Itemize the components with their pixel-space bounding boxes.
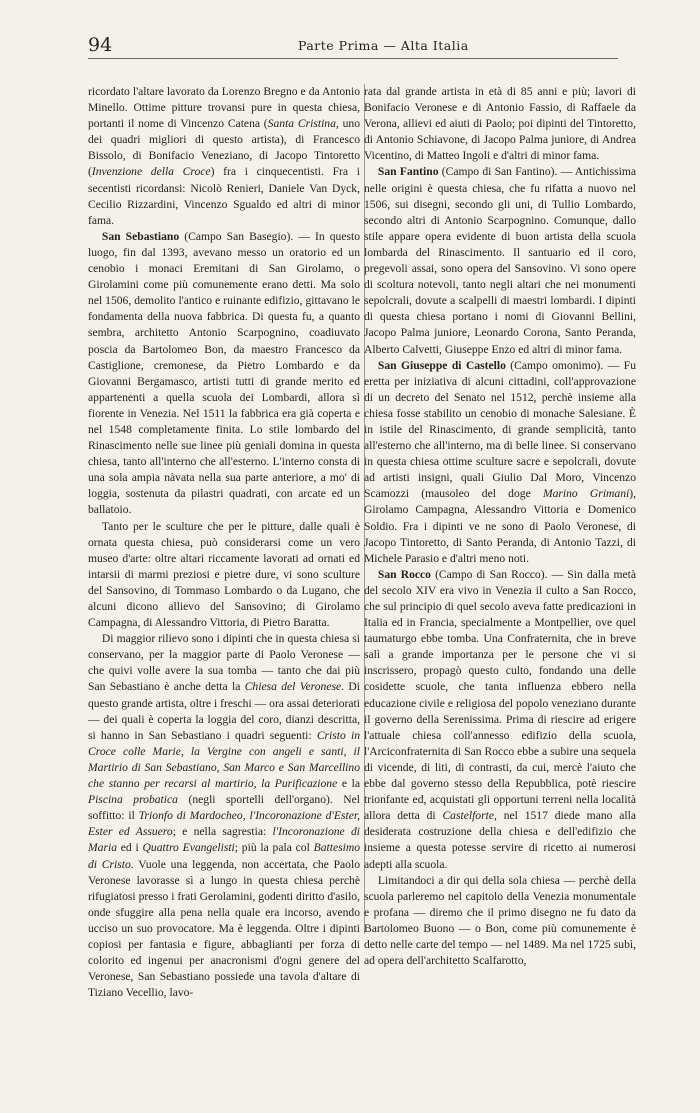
section-heading: San Sebastiano <box>101 229 180 243</box>
right-text-column <box>364 84 636 969</box>
section-heading: San Fantino <box>377 165 439 179</box>
running-head: Parte Prima — Alta Italia <box>298 38 469 53</box>
paragraph <box>88 229 360 519</box>
section-heading: San Rocco <box>377 567 431 581</box>
italic-title: Castelforte <box>442 809 494 823</box>
page-number: 94 <box>88 34 113 56</box>
body-text: Tanto per le sculture che per le pitture, dalle quali è ornata questa chiesa, può considerarsi come un vero museo d'arte: oltre altari riccamente lavorati ad ornati ed intarsii di marmi preziosi e pietre dure, vi sono sculture del Sansovino, di Tommaso Lombardo o da Lugano, che alcuni dicono allievo del Sansovino; di Girolamo Campagna, di Alessandro Vittoria, di Pietro Baratta. <box>88 519 360 630</box>
body-text: ), Girolamo Campagna, Alessandro Vittoria e Domenico Soldio. Fra i dipinti ve ne sono di Paolo Veronese, di Jacopo Tintoretto, di Santo Peranda, di Antonio Tazzi, di Michele Parasio e d'altri meno noti. <box>364 487 636 565</box>
italic-title: Santa Cristina <box>267 117 336 131</box>
body-text: . Di questo grande artista, oltre i freschi — ora assai deteriorati — dei quali è coperta la loggia del coro, dianzi descritta, si hanno in San Sebastiano i quadri seguenti: <box>88 680 360 742</box>
italic-title: Trionfo di Mardocheo, l'Incoronazione d'Ester, Ester ed Assuero <box>88 809 360 839</box>
body-text: (Campo San Basegio). — In questo luogo, fin dal 1393, avevano messo un oratorio ed un cenobio i monaci Eremitani di San Girolamo, o Girolamini come più comunemente erano detti. Ma solo nel 1506, demolito l'antico e ruinante edifizio, gittavano le fondamenta della nuova fabbrica. Di questa fu, a quanto sembra, architetto Antonio Scarpognino, coadiuvato poscia da Bartolomeo Bon, da maestro Francesco da Castiglione, cremonese, da Pietro Lombardo e da Giovanni Bergamasco, artisti tutti di grande merito ed appartenenti a quella scuola dei Lombardi, allora sì fiorente in Venezia. Nel 1511 la fabbrica era già coperta e nel 1548 completamente finita. Lo stile lombardo del Rinascimento nelle sue linee più geniali domina in questa chiesa, tanto all'interno che all'esterno. L'interno consta di una sola ampia nàvata nella sua parte anteriore, a mo' di loggia, sostenuta da pilastri quadrati, con arcate ed un ballatoio. <box>88 229 360 517</box>
body-text: rata dal grande artista in età di 85 anni e più; lavori di Bonifacio Veronese e di Antonio Fassio, di Raffaele da Verona, allievi ed aiuti di Paolo; poi dipinti del Tintoretto, di Antonio Schiavone, di Jacopo Palma juniore, di Andrea Vicentino, di Matteo Ingoli e d'altri di minor fama. <box>364 85 636 163</box>
italic-title: Quattro Evangelisti <box>142 841 235 855</box>
body-text: e la <box>337 777 360 791</box>
italic-title: Chiesa del Veronese <box>244 680 342 694</box>
body-text: . Vuole una leggenda, non accertata, che Paolo Veronese lavorasse sì a lungo in questa chiesa perchè rifugiatosi presso i frati Gerolamini, godenti diritto d'asilo, onde sfuggire alla pena nella quale era incorso, avendo ucciso un suo provocatore. Ma è leggenda. Oltre i dipinti copiosi per fantasia e figure, abbaglianti per forza di colorito ed ingenui per anacronismi d'ogni genere del Veronese, San Sebastiano possiede una tavola d'altare di Tiziano Vecellio, lavo- <box>88 857 360 1000</box>
paragraph <box>364 358 636 567</box>
paragraph <box>88 631 360 1001</box>
page-header <box>88 34 618 59</box>
italic-title: Piscina probatica <box>88 793 178 807</box>
body-text: ) fra i cinquecentisti. Fra i secentisti ricordansi: Nicolò Renieri, Daniele Van Dyck, Cecilio Rizzardini, Vincenzo Sgualdo ed altri di minor fama. <box>88 165 360 227</box>
body-text: , nel 1517 diede mano alla desiderata costruzione della chiesa e dell'edifizio che insieme a questa potesse servire di ricetto ai numerosi adepti alla scuola. <box>364 809 637 871</box>
body-text: , uno dei quadri migliori di questo artista), di Francesco Bissolo, di Bonifacio Veneziano, di Jacopo Tintoretto ( <box>88 117 360 179</box>
body-text: (negli sportelli dell'organo). Nel soffitto: il <box>88 793 361 823</box>
paragraph <box>364 873 636 970</box>
body-text: (Campo di San Fantino). — Antichissima nelle origini è questa chiesa, che fu rifatta a nuovo nel 1506, sui disegni, secondo gli uni, di Tullio Lombardo, secondo altri di Antonio Scarpognino. Comunque, dallo stile appare opera evidente di buon artista della scuola lombarda del Rinascimento. Il santuario ed il coro, pregevoli assai, sono opera del Sansovino. Vi sono opere di scoltura notevoli, tanto negli altari che nei monumenti sepolcrali, dovute a scalpelli di maestri lombardi. I dipinti di questa chiesa portano i nomi di Giovanni Bellini, Jacopo Palma juniore, Leonardo Corona, Santo Peranda, Alberto Calvetti, Giuseppe Enzo ed altri di minor fama. <box>364 165 636 356</box>
section-heading: San Giuseppe di Castello <box>377 358 506 372</box>
body-text: Limitandoci a dir qui della sola chiesa — perchè della scuola parleremo nel capitolo della Venezia monumentale e profana — diremo che il primo disegno ne fu dato da Bartolomeo Buono — o Bon, come più comunemente è detto nelle carte del tempo — nel 1489. Ma nel 1725 subì, ad opera dell'architetto Scalfarotto, <box>364 873 636 968</box>
body-text: ricordato l'altare lavorato da Lorenzo Bregno e da Antonio Minello. Ottime pitture trovansi pure in questa chiesa, portanti il nome di Vincenzo Catena ( <box>88 85 360 131</box>
paragraph <box>364 84 636 164</box>
body-text: ed i <box>116 841 143 855</box>
paragraph <box>88 84 360 229</box>
paragraph <box>364 567 636 873</box>
body-text: Di maggior rilievo sono i dipinti che in questa chiesa si conservano, per la maggior parte di Paolo Veronese — che quivi volle avere la sua tomba — tanto che dai più San Sebastiano è anche detta la <box>88 632 360 694</box>
italic-title: Battesimo di Cristo <box>88 841 360 871</box>
paragraph <box>88 519 360 632</box>
italic-title: l'Incoronazione di Maria <box>88 825 360 855</box>
body-text: (Campo omonimo). — Fu eretta per iniziativa di alcuni cittadini, coll'approvazione di un decreto del Senato nel 1512, perchè insieme alla chiesa fosse stabilito un cenobio di monache Salesiane. È in istile del Rinascimento, di grande semplicità, tanto all'esterno che all'interno, ma di belle linee. Si conservano in questa chiesa ottime sculture sacre e sepolcrali, dovute ad artisti insigni, quali Giulio Dal Moro, Vincenzo Scamozzi (mausoleo del doge <box>364 358 636 501</box>
left-text-column <box>88 84 360 1001</box>
body-text: ; e nella sagrestia: <box>172 825 273 839</box>
italic-title: Cristo in Croce colle Marie, la Vergine con angeli e santi, il Martirio di San Sebastiano, San Marco e San Marcellino che stanno per recarsi al martirio, la Purificazione <box>88 728 361 791</box>
paragraph <box>364 164 636 357</box>
italic-title: Marino Grimani <box>542 487 630 501</box>
italic-title: Invenzione della Croce <box>91 165 211 179</box>
body-text: (Campo di San Rocco). — Sin dalla metà del secolo XIV era vivo in Venezia il culto a San Rocco, che sul principio di quel secolo aveva fatte predicazioni in Italia ed in Francia, specialmente a Montpellier, ove quel taumaturgo ebbe tomba. Una Confraternita, che in breve salì a grande importanza per le persone che vi si inscrissero, propagò questo culto, fondando una delle cosidette scuole, che tanta influenza ebbero nella educazione civile e religiosa del popolo veneziano durante il governo della Serenissima. Prima di riescire ad erigere l'attuale chiesa coll'annesso edifizio della scuola, l'Arciconfraternita di San Rocco ebbe a subire una sequela di vicende, di liti, di contrasti, da cui, mercè l'aiuto che ebbe dal governo stesso della Repubblica, potè riescire trionfante ed, acquistati gli opportuni terreni nella località allora detta di <box>364 567 636 823</box>
body-text: ; più la pala col <box>234 841 314 855</box>
